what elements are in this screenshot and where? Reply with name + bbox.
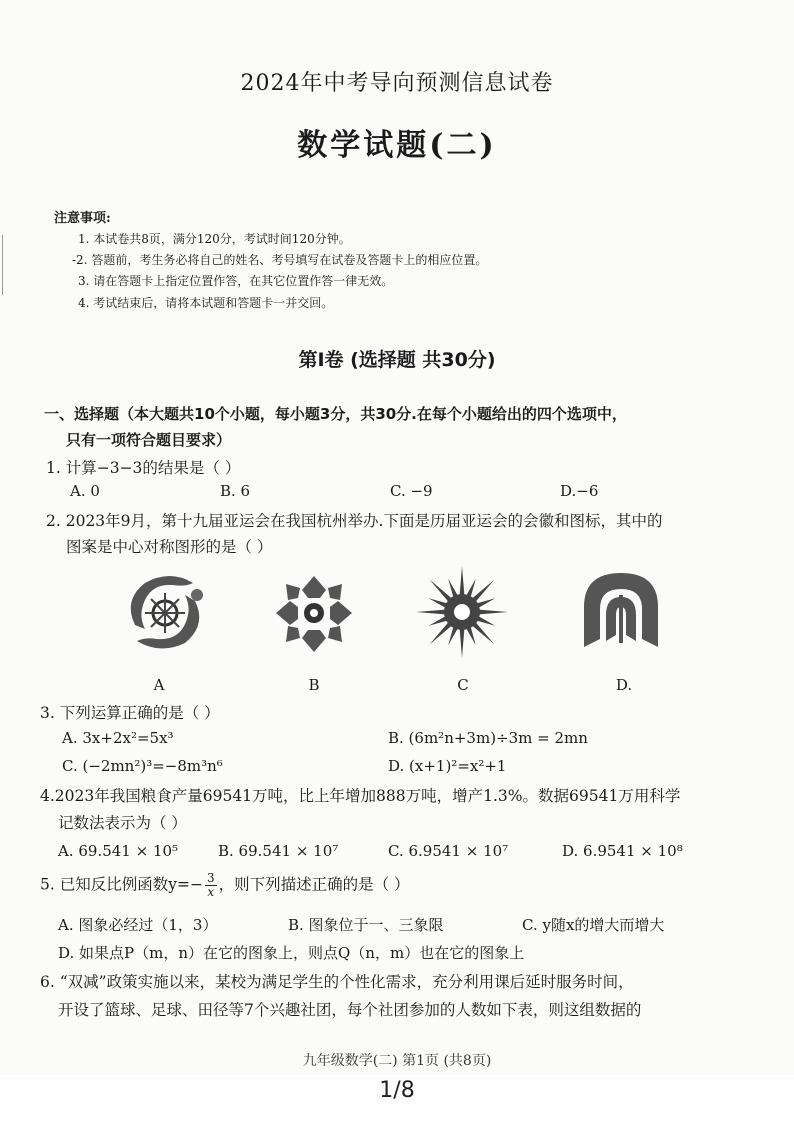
q1-option-a: A. 0	[70, 482, 100, 500]
sun-ray	[429, 598, 448, 608]
sun-ray	[460, 629, 465, 658]
page-indicator[interactable]: 1/8	[379, 1078, 415, 1103]
sun-ray	[466, 627, 476, 646]
figure-label-c: C	[457, 676, 469, 694]
question-4-stem-cont: 记数法表示为（ ）	[58, 814, 187, 832]
q5-option-d: D. 如果点P（m，n）在它的图象上，则点Q（n，m）也在它的图象上	[58, 944, 525, 962]
q1-option-d: D.−6	[560, 482, 599, 500]
q3-option-c: C. (−2mn²)³=−8m³n⁶	[62, 757, 223, 775]
q1-option-b: B. 6	[220, 482, 251, 500]
sun-ray	[429, 616, 448, 626]
q3-option-d: D. (x+1)²=x²+1	[388, 757, 507, 775]
question-5-stem	[40, 872, 410, 899]
q5-fraction-numerator: 3	[206, 871, 215, 885]
q5-option-a: A. 图象必经过（1，3）	[58, 916, 218, 934]
question-4-stem: 4.2023年我国粮食产量69541万吨，比上年增加888万吨，增产1.3%。数据69541万用科学	[40, 787, 681, 805]
question-2-stem-cont: 图案是中心对称图形的是（ ）	[66, 538, 273, 556]
sun-ray	[448, 579, 458, 598]
sun-ray	[477, 616, 496, 626]
question-1-stem: 1. 计算−3−3的结果是（ ）	[46, 459, 241, 477]
q3-option-b: B. (6m²n+3m)÷3m = 2mn	[388, 729, 588, 747]
q4-option-c: C. 6.9541 × 10⁷	[388, 842, 509, 860]
arch-emblem-icon	[576, 565, 666, 657]
sun-ray	[466, 579, 476, 598]
exam-title: 2024年中考导向预测信息试卷	[240, 71, 554, 96]
part-instruction-cont: 只有一项符合题目要求）	[66, 431, 232, 449]
q3-option-a: A. 3x+2x²=5x³	[62, 729, 174, 747]
swirl-emblem-icon	[115, 565, 215, 660]
sun-ray	[460, 566, 465, 595]
figure-label-b: B	[308, 676, 320, 694]
figure-label-d: D.	[615, 676, 633, 694]
q5-stem-pre: 5. 已知反比例函数y=−	[40, 875, 203, 894]
q4-option-a: A. 69.541 × 10⁵	[58, 842, 179, 860]
q5-fraction-denominator: x	[207, 885, 215, 899]
part-instruction: 一、选择题（本大题共10个小题，每小题3分，共30分.在每个小题给出的四个选项中，	[44, 405, 627, 423]
figure-label-a: A	[153, 676, 165, 694]
q4-option-b: B. 69.541 × 10⁷	[218, 842, 339, 860]
flower-emblem-icon	[268, 568, 360, 658]
sun-ray	[430, 622, 452, 644]
section-heading: 第Ⅰ卷 (选择题 共30分)	[298, 349, 496, 371]
question-6-stem: 6. “双减”政策实施以来，某校为满足学生的个性化需求，充分利用课后延时服务时间，	[40, 973, 634, 991]
question-2-stem: 2. 2023年9月，第十九届亚运会在我国杭州举办.下面是历届亚运会的会徽和图标，其中的	[46, 512, 663, 530]
page-footer: 九年级数学(二) 第1页 (共8页)	[302, 1053, 492, 1069]
q5-option-b: B. 图象位于一、三象限	[288, 916, 444, 934]
note-item: 1. 本试卷共8页，满分120分，考试时间120分钟。	[78, 232, 351, 246]
note-item: 3. 请在答题卡上指定位置作答，在其它位置作答一律无效。	[78, 274, 394, 288]
note-item: 4. 考试结束后，请将本试题和答题卡一并交回。	[78, 296, 334, 310]
q5-stem-post: ，则下列描述正确的是（ ）	[218, 875, 410, 894]
q4-option-d: D. 6.9541 × 10⁸	[562, 842, 683, 860]
note-item: -2. 答题前，考生务必将自己的姓名、考号填写在试卷及答题卡上的相应位置。	[72, 253, 488, 267]
question-6-stem-cont: 开设了篮球、足球、田径等7个兴趣社团，每个社团参加的人数如下表，则这组数据的	[58, 1001, 642, 1019]
sun-ray	[477, 598, 496, 608]
q5-option-c: C. y随x的增大而增大	[522, 916, 665, 934]
exam-subtitle: 数学试题(二)	[297, 128, 497, 163]
q1-option-c: C. −9	[390, 482, 433, 500]
sun-ray	[472, 622, 494, 644]
sun-ray	[472, 580, 494, 602]
notes-heading: 注意事项:	[54, 211, 111, 226]
sun-ray	[416, 610, 445, 615]
sun-ray	[479, 610, 508, 615]
sun-ray	[448, 627, 458, 646]
question-3-stem: 3. 下列运算正确的是（ ）	[40, 704, 220, 722]
sun-emblem-icon	[412, 562, 512, 662]
q5-fraction	[205, 872, 217, 899]
sun-ray	[430, 580, 452, 602]
page-edge-mark	[2, 235, 3, 295]
